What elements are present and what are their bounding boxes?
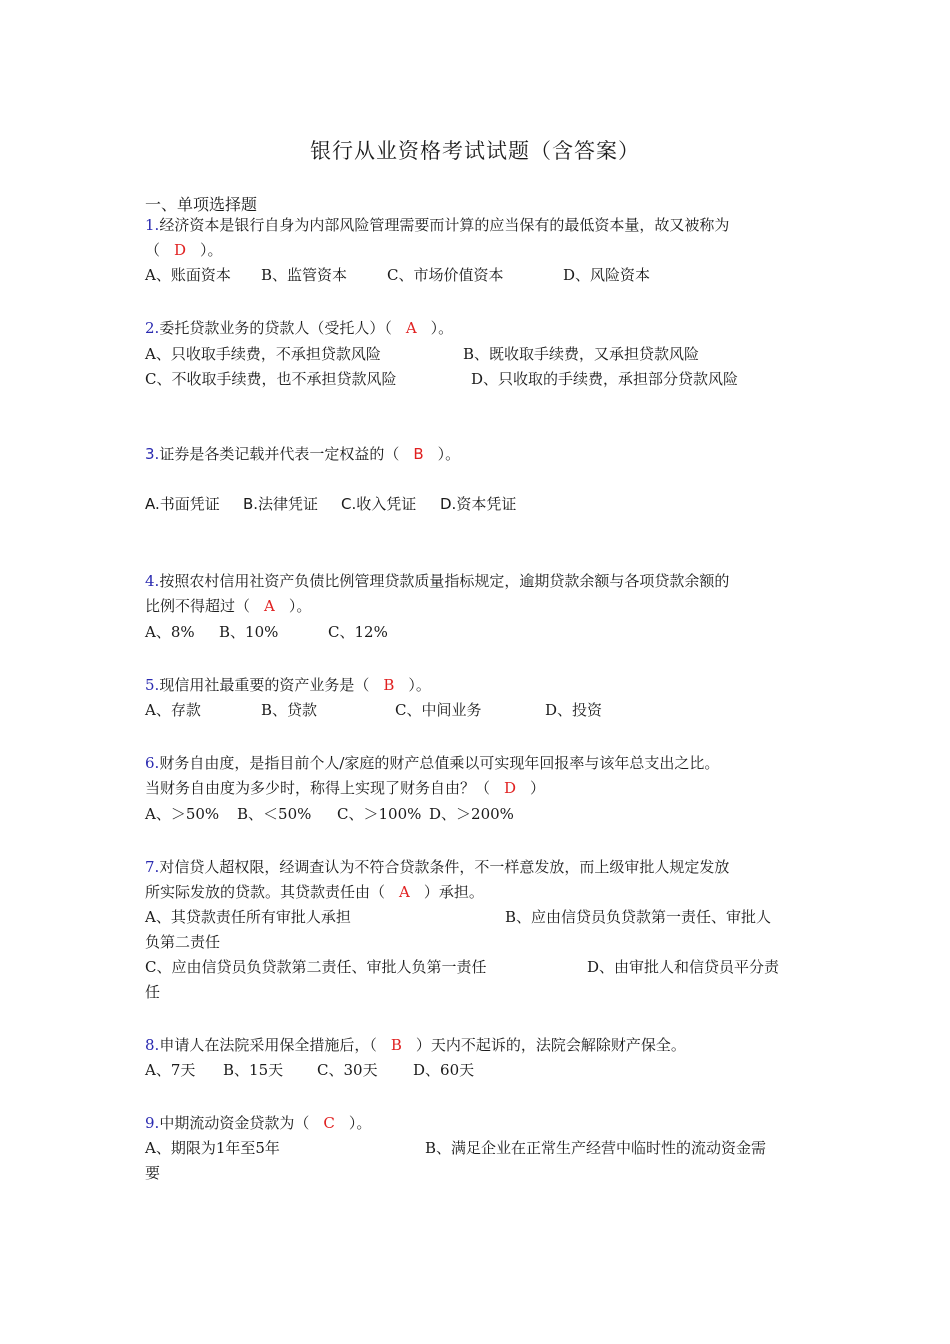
option: B、15天 [223,1061,284,1079]
option: A、期限为1年至5年 [145,1139,280,1157]
question-2-options-row2 [145,369,738,389]
option: C、中间业务 [395,701,482,719]
answer-mark: B [390,1036,402,1054]
answer-mark: B [383,676,395,694]
question-number: 2. [145,319,160,337]
option: D、只收取的手续费，承担部分贷款风险 [471,370,739,388]
question-7-stem-cont: 所实际发放的贷款。其贷款责任由（ A ）承担。 [145,883,484,901]
answer-mark: A [264,597,275,615]
question-number: 9. [145,1114,160,1132]
question-4-stem-cont: 比例不得超过（ A ）。 [145,597,312,615]
option: C、12% [328,623,388,641]
option: C、30天 [317,1061,378,1079]
question-number: 6. [145,754,160,772]
question-number: 5. [145,676,160,694]
question-6-options [145,804,514,824]
question-number: 3. [145,445,160,463]
question-9-options-wrap: 要 [145,1164,161,1182]
question-5-options [145,700,602,720]
question-number: 7. [145,858,160,876]
option: C、应由信贷员负贷款第二责任、审批人负第一责任 [145,958,487,976]
question-number: 4. [145,572,160,590]
answer-mark: A [405,319,417,337]
option: B、应由信贷员负贷款第一责任、审批人 [505,908,772,926]
answer-mark: C [323,1114,335,1132]
question-7-options-row2-wrap: 任 [145,983,161,1001]
question-4-stem: 4.按照农村信用社资产负债比例管理贷款质量指标规定，逾期贷款余额与各项贷款余额的 [145,572,730,590]
option: A、存款 [145,701,201,719]
answer-mark: D [504,779,517,797]
question-4-options [145,622,388,642]
option: B.法律凭证 [243,495,319,513]
question-8-options [145,1060,474,1080]
question-3-stem: 3.证券是各类记载并代表一定权益的（ B ）。 [145,445,461,463]
question-1-stem: 1.经济资本是银行自身为内部风险管理需要而计算的应当保有的最低资本量，故又被称为 [145,216,730,234]
question-9-options [145,1138,766,1158]
option: A、只收取手续费，不承担贷款风险 [145,345,381,363]
option: B、＜50% [237,805,312,823]
option: D、由审批人和信贷员平分责 [587,958,780,976]
section-heading: 一、单项选择题 [145,195,258,214]
question-1-options [145,265,650,285]
question-7-options-row1-wrap: 负第二责任 [145,933,221,951]
option: A、＞50% [145,805,220,823]
question-3-options [145,494,516,514]
answer-mark: D [174,241,187,259]
answer-mark: B [413,445,424,463]
option: C、市场价值资本 [387,266,504,284]
option: D、60天 [413,1061,475,1079]
option: C、＞100% [337,805,422,823]
option: A、7天 [145,1061,196,1079]
option: D、投资 [545,701,603,719]
question-number: 1. [145,216,160,234]
option: B、10% [219,623,279,641]
question-7-stem: 7.对信贷人超权限，经调查认为不符合贷款条件，不一样意发放，而上级审批人规定发放 [145,858,730,876]
document-title: 银行从业资格考试试题（含答案） [310,139,640,163]
question-2-options-row1 [145,344,699,364]
option: B、满足企业在正常生产经营中临时性的流动资金需 [425,1139,767,1157]
answer-mark: A [399,883,410,901]
option: A、账面资本 [145,266,231,284]
option: D、＞200% [429,805,514,823]
question-number: 8. [145,1036,160,1054]
question-9-stem: 9.中期流动资金贷款为（ C ）。 [145,1114,372,1132]
option: D、风险资本 [563,266,651,284]
option: B、贷款 [261,701,318,719]
option: D.资本凭证 [440,495,517,513]
option: A、其贷款责任所有审批人承担 [145,908,351,926]
question-6-stem: 6.财务自由度，是指目前个人/家庭的财产总值乘以可实现年回报率与该年总支出之比。 [145,754,720,772]
question-2-stem: 2.委托贷款业务的贷款人（受托人）（ A ）。 [145,319,454,337]
option: B、既收取手续费，又承担贷款风险 [463,345,700,363]
question-5-stem: 5.现信用社最重要的资产业务是（ B ）。 [145,676,431,694]
question-8-stem: 8.申请人在法院采用保全措施后，（ B ）天内不起诉的，法院会解除财产保全。 [145,1036,686,1054]
question-1-stem-cont: （ D ）。 [145,241,223,259]
question-7-options-row1 [145,907,771,927]
question-7-options-row2 [145,957,779,977]
option: A.书面凭证 [145,495,220,513]
option: C、不收取手续费，也不承担贷款风险 [145,370,397,388]
option: A、8% [145,623,195,641]
option: B、监管资本 [261,266,348,284]
question-6-stem-cont: 当财务自由度为多少时，称得上实现了财务自由？（ D ） [145,779,546,797]
option: C.收入凭证 [341,495,417,513]
